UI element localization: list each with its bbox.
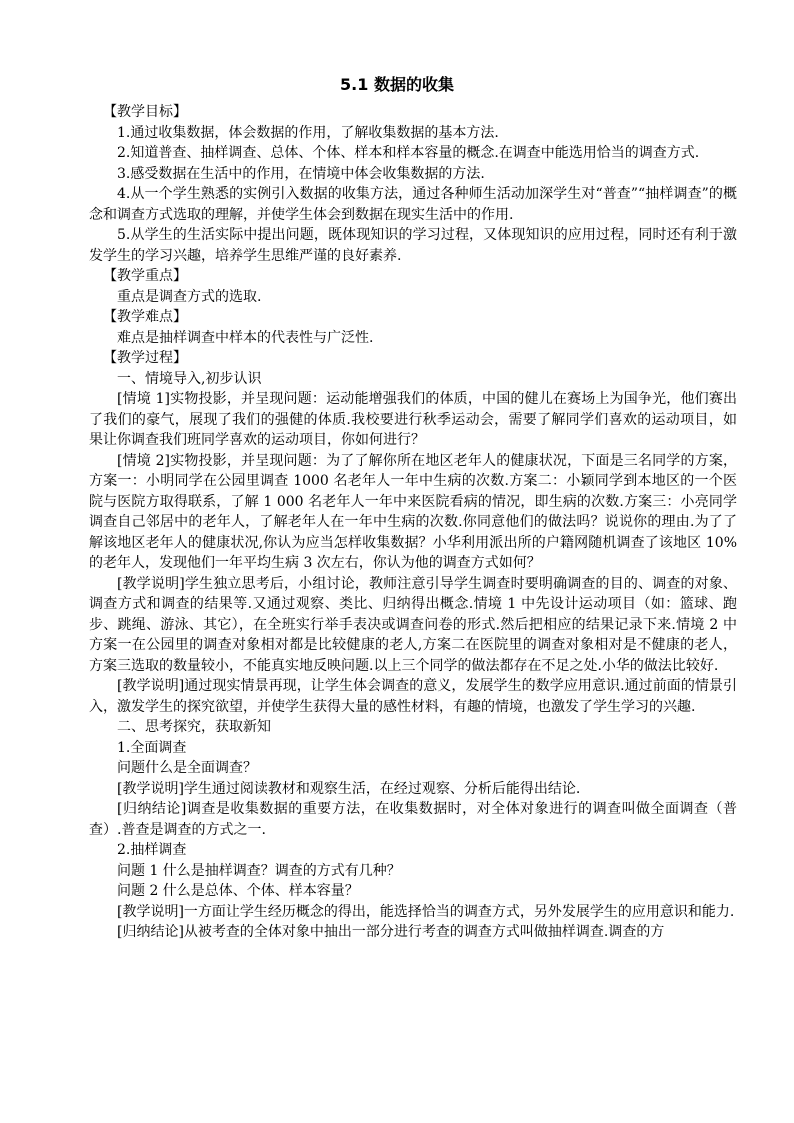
- paragraph: 问题什么是全面调查？: [117, 760, 257, 776]
- section-heading: 【教学过程】: [103, 350, 187, 366]
- paragraph: [情境 1]实物投影，并呈现问题：运动能增强我们的体质，中国的健儿在赛场上为国争光，他们赛出了我们的豪气，展现了我们的强健的体质.我校要进行秋季运动会，需要了解同学们喜欢的运动项目，如果让你调查我们班同学喜欢的运动项目，你如何进行？: [89, 391, 737, 448]
- paragraph: [情境 2]实物投影，并呈现问题：为了了解你所在地区老年人的健康状况，下面是三名同学的方案，方案一：小明同学在公园里调查 1000 名老年人一年中生病的次数.方案二：小颖同学到本地区的一个医院与医院方取得联系，了解 1 000 名老年人一年中来医院看病的情况，即生病的次数.方案三：小亮同学调查自己邻居中的老年人，了解老年人在一年中生病的次数.你同意他们的做法吗？说说你的理由.为了了解该地区老年人的健康状况,你认为应当怎样收集数据？小华利用派出所的户籍网随机调查了该地区 10%的老年人，发现他们一年平均生病 3 次左右，你认为他的调查方式如何？: [89, 452, 737, 571]
- paragraph: 问题 2 什么是总体、个体、样本容量？: [117, 883, 359, 899]
- paragraph: [教学说明]通过现实情景再现，让学生体会调查的意义，发展学生的数学应用意识.通过前面的情景引入，激发学生的探究欲望，并使学生获得大量的感性材料，有趣的情境，也激发了学生学习的兴趣.: [89, 678, 737, 715]
- paragraph: 4.从一个学生熟悉的实例引入数据的收集方法，通过各种师生活动加深学生对“普查”“抽样调查”的概念和调查方式选取的理解，并使学生体会到数据在现实生活中的作用.: [89, 186, 737, 223]
- document-body: [89, 102, 737, 943]
- paragraph: [归纳结论]调查是收集数据的重要方法，在收集数据时，对全体对象进行的调查叫做全面调查（普查）.普查是调查的方式之一.: [89, 801, 737, 838]
- paragraph: 2.抽样调查: [117, 842, 187, 858]
- paragraph: [教学说明]学生通过阅读教材和观察生活，在经过观察、分析后能得出结论.: [117, 780, 581, 797]
- paragraph: 重点是调查方式的选取.: [117, 288, 262, 305]
- paragraph: 2.知道普查、抽样调查、总体、个体、样本和样本容量的概念.在调查中能选用恰当的调查方式.: [117, 145, 700, 161]
- section-heading: 【教学目标】: [103, 104, 187, 120]
- paragraph: [教学说明]学生独立思考后，小组讨论，教师注意引导学生调查时要明确调查的目的、调查的对象、调查方式和调查的结果等.又通过观察、类比、归纳得出概念.情境 1 中先设计运动项目（如：篮球、跑步、跳绳、游泳、其它），在全班实行举手表决或调查问卷的形式.然后把相应的结果记录下来.情境 2 中方案一在公园里的调查对象相对都是比较健康的老人,方案二在医院里的调查对象相对是不健康的老人，方案三选取的数量较小，不能真实地反映问题.以上三个同学的做法都存在不足之处.小华的做法比较好.: [89, 575, 737, 674]
- paragraph: [教学说明]一方面让学生经历概念的得出，能选择恰当的调查方式，另外发展学生的应用意识和能力.: [117, 903, 735, 920]
- section-heading: 【教学难点】: [103, 309, 187, 325]
- paragraph: 1.全面调查: [117, 739, 187, 756]
- section-heading: 【教学重点】: [103, 268, 187, 284]
- paragraph: 二、思考探究，获取新知: [117, 719, 271, 735]
- paragraph: 一、情境导入,初步认识: [117, 370, 262, 387]
- paragraph: [归纳结论]从被考查的全体对象中抽出一部分进行考查的调查方式叫做抽样调查.调查的方: [117, 924, 665, 940]
- paragraph: 难点是抽样调查中样本的代表性与广泛性.: [117, 329, 374, 346]
- paragraph: 3.感受数据在生活中的作用，在情境中体会收集数据的方法.: [117, 165, 485, 182]
- paragraph: 问题 1 什么是抽样调查？调查的方式有几种？: [117, 862, 401, 879]
- page-title: 5.1 数据的收集: [340, 75, 454, 94]
- paragraph: 5.从学生的生活实际中提出问题，既体现知识的学习过程，又体现知识的应用过程，同时还有利于激发学生的学习兴趣，培养学生思维严谨的良好素养.: [89, 227, 737, 264]
- paragraph: 1.通过收集数据，体会数据的作用，了解收集数据的基本方法.: [117, 124, 499, 141]
